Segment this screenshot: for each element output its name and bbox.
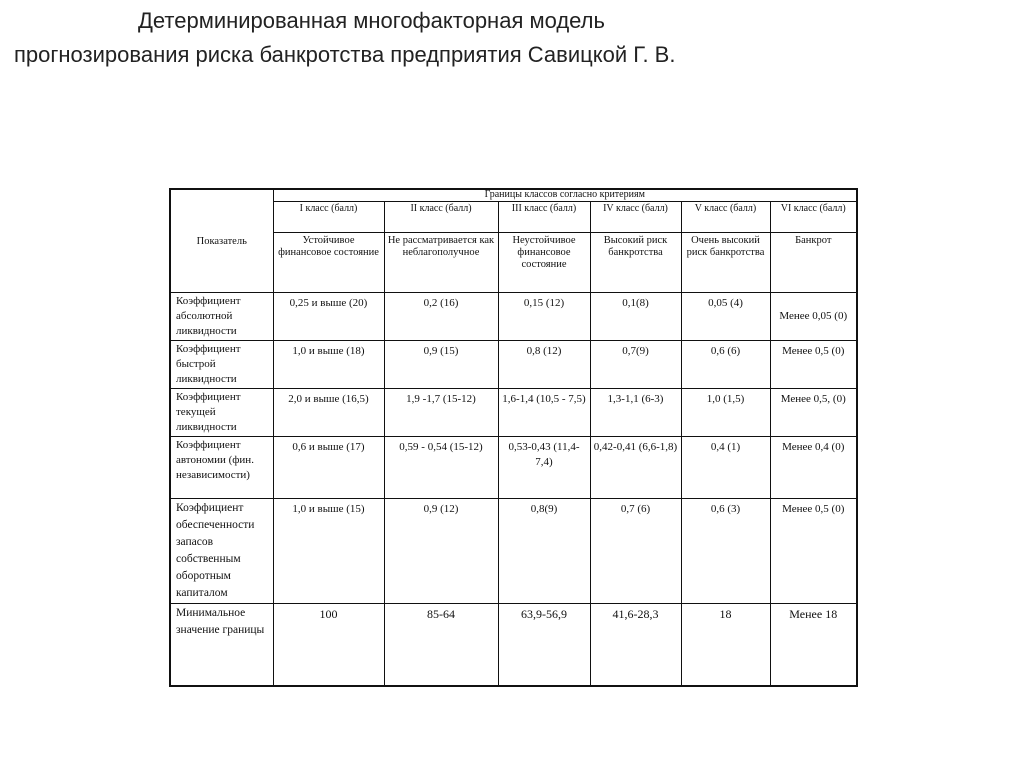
table-cell: 0,4 (1)	[681, 437, 770, 499]
table-cell: 0,6 (3)	[681, 499, 770, 604]
table-cell: 0,6 (6)	[681, 341, 770, 389]
title-line-2: прогнозирования риска банкротства предприятия Савицкой Г. В.	[14, 42, 676, 67]
table-cell: Менее 0,5, (0)	[770, 389, 857, 437]
table-cell: 0,7 (6)	[590, 499, 681, 604]
table-cell: Менее 18	[770, 604, 857, 686]
class-1-name: I класс (балл)	[273, 202, 384, 233]
table-cell: 0,2 (16)	[384, 293, 498, 341]
indicator-header: Показатель	[170, 189, 273, 293]
class-2-name: II класс (балл)	[384, 202, 498, 233]
class-4-description: Высокий риск банкротства	[590, 233, 681, 293]
indicator-inventory-coverage: Коэффициент обеспеченности запасов собственным оборотным капиталом	[170, 499, 273, 604]
class-6-description: Банкрот	[770, 233, 857, 293]
table-cell: 0,05 (4)	[681, 293, 770, 341]
indicator-absolute-liquidity: Коэффициент абсолютной ликвидности	[170, 293, 273, 341]
table-cell: 1,6-1,4 (10,5 - 7,5)	[498, 389, 590, 437]
table-cell: Менее 0,5 (0)	[770, 341, 857, 389]
table-cell: 0,9 (12)	[384, 499, 498, 604]
table-cell: 0,1(8)	[590, 293, 681, 341]
table-cell: 0,9 (15)	[384, 341, 498, 389]
class-3-name: III класс (балл)	[498, 202, 590, 233]
table-cell: 0,25 и выше (20)	[273, 293, 384, 341]
table-cell: 85-64	[384, 604, 498, 686]
indicator-current-liquidity: Коэффициент текущей ликвидности	[170, 389, 273, 437]
class-4-name: IV класс (балл)	[590, 202, 681, 233]
table-cell: 0,8 (12)	[498, 341, 590, 389]
table-cell: 0,15 (12)	[498, 293, 590, 341]
table-cell: 0,42-0,41 (6,6-1,8)	[590, 437, 681, 499]
table-cell: Менее 0,5 (0)	[770, 499, 857, 604]
class-5-name: V класс (балл)	[681, 202, 770, 233]
table-cell: 1,0 (1,5)	[681, 389, 770, 437]
indicator-quick-liquidity: Коэффициент быстрой ликвидности	[170, 341, 273, 389]
indicator-min-boundary: Минимальное значение границы	[170, 604, 273, 686]
table-cell: 100	[273, 604, 384, 686]
table-cell: Менее 0,4 (0)	[770, 437, 857, 499]
title-line-1: Детерминированная многофакторная модель	[138, 8, 605, 33]
table-cell: 1,0 и выше (15)	[273, 499, 384, 604]
table-cell: 0,59 - 0,54 (15-12)	[384, 437, 498, 499]
table-cell: 41,6-28,3	[590, 604, 681, 686]
class-1-description: Устойчивое финансовое состояние	[273, 233, 384, 293]
table-cell: Менее 0,05 (0)	[770, 293, 857, 341]
table-cell: 18	[681, 604, 770, 686]
table-cell: 63,9-56,9	[498, 604, 590, 686]
class-3-description: Неустойчивое финансовое состояние	[498, 233, 590, 293]
table-cell: 1,0 и выше (18)	[273, 341, 384, 389]
table-cell: 0,53-0,43 (11,4-7,4)	[498, 437, 590, 499]
table-cell: 0,6 и выше (17)	[273, 437, 384, 499]
table-cell: 1,9 -1,7 (15-12)	[384, 389, 498, 437]
class-2-description: Не рассматривается как неблагополучное	[384, 233, 498, 293]
table-cell: 0,7(9)	[590, 341, 681, 389]
indicator-autonomy: Коэффициент автономии (фин. независимости)	[170, 437, 273, 499]
table-cell: 2,0 и выше (16,5)	[273, 389, 384, 437]
table-cell: 0,8(9)	[498, 499, 590, 604]
class-5-description: Очень высокий риск банкротства	[681, 233, 770, 293]
class-6-name: VI класс (балл)	[770, 202, 857, 233]
table-cell: 1,3-1,1 (6-3)	[590, 389, 681, 437]
bankruptcy-risk-table	[169, 188, 858, 687]
class-bounds-header: Границы классов согласно критериям	[273, 189, 857, 202]
